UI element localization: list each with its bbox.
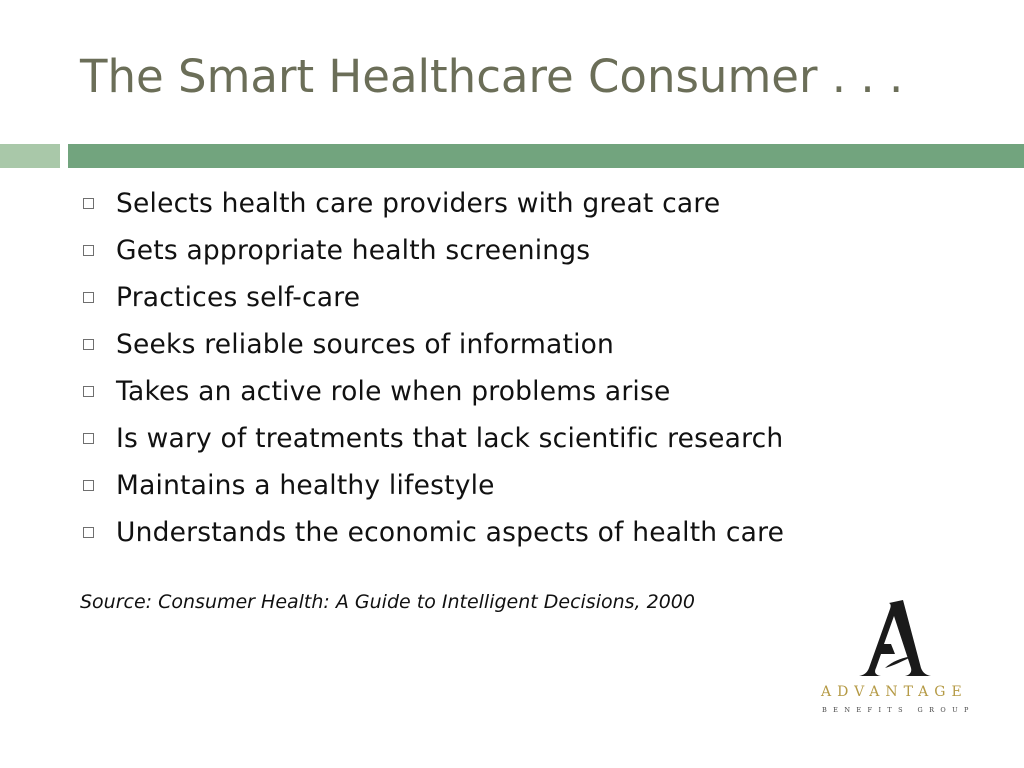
bullet-text: Practices self-care bbox=[116, 282, 361, 313]
bullet-text: Is wary of treatments that lack scientific research bbox=[116, 423, 784, 454]
source-citation: Source: Consumer Health: A Guide to Intelligent Decisions, 2000 bbox=[80, 591, 695, 613]
logo-subtitle: BENEFITS GROUP bbox=[822, 706, 975, 714]
logo-wordmark: ADVANTAGE bbox=[821, 684, 968, 700]
bullet-item bbox=[80, 274, 784, 321]
bullet-item bbox=[80, 227, 784, 274]
square-bullet-icon bbox=[83, 245, 94, 256]
title-accent-bar-light bbox=[0, 144, 60, 168]
square-bullet-icon bbox=[83, 527, 94, 538]
square-bullet-icon bbox=[83, 480, 94, 491]
square-bullet-icon bbox=[83, 292, 94, 303]
bullet-text: Understands the economic aspects of health care bbox=[116, 517, 785, 548]
bullet-text: Gets appropriate health screenings bbox=[116, 235, 591, 266]
title-accent-bar bbox=[68, 144, 1024, 168]
bullet-text: Seeks reliable sources of information bbox=[116, 329, 615, 360]
slide-title: The Smart Healthcare Consumer . . . bbox=[80, 50, 904, 103]
square-bullet-icon bbox=[83, 339, 94, 350]
stylized-a-logo-icon bbox=[855, 598, 935, 678]
square-bullet-icon bbox=[83, 433, 94, 444]
bullet-item bbox=[80, 180, 784, 227]
advantage-benefits-logo bbox=[815, 598, 985, 720]
square-bullet-icon bbox=[83, 386, 94, 397]
bullet-item bbox=[80, 509, 784, 556]
bullet-item bbox=[80, 368, 784, 415]
square-bullet-icon bbox=[83, 198, 94, 209]
bullet-item bbox=[80, 415, 784, 462]
bullet-text: Maintains a healthy lifestyle bbox=[116, 470, 495, 501]
bullet-text: Selects health care providers with great care bbox=[116, 188, 721, 219]
bullet-list bbox=[80, 180, 784, 556]
bullet-item bbox=[80, 321, 784, 368]
bullet-item bbox=[80, 462, 784, 509]
bullet-text: Takes an active role when problems arise bbox=[116, 376, 671, 407]
